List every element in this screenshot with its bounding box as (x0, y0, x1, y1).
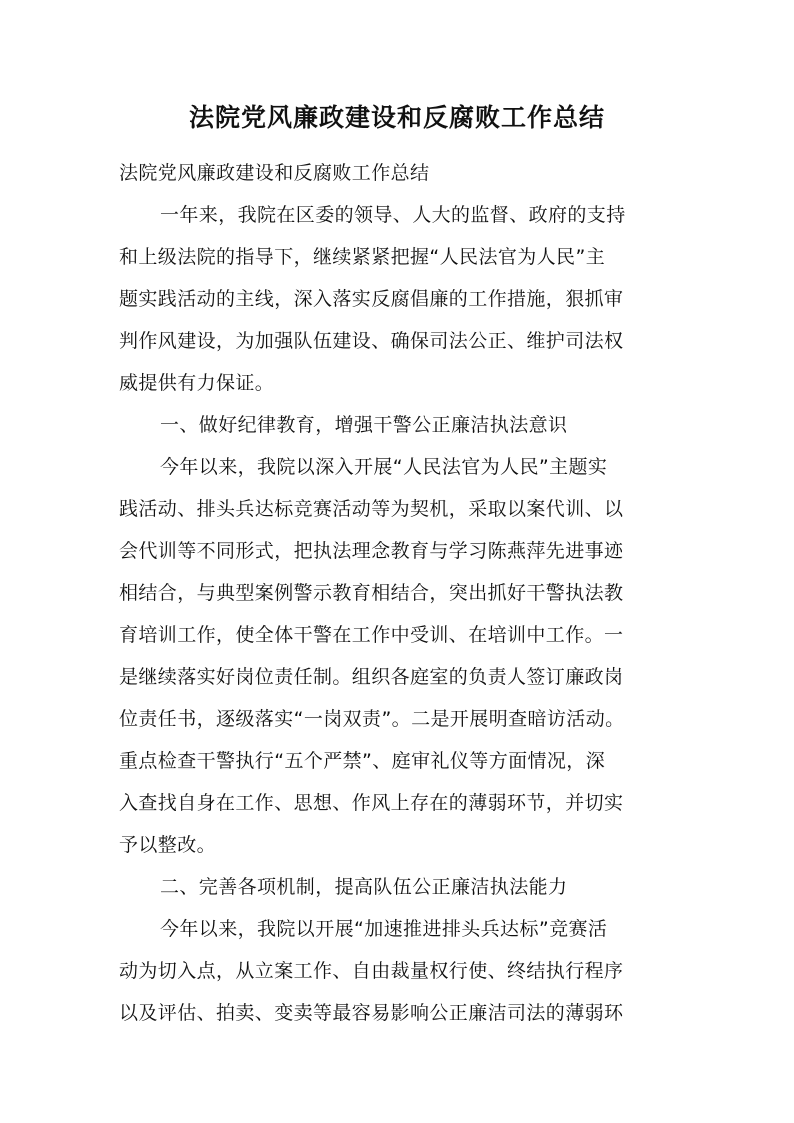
paragraph-line: 题实践活动的主线，深入落实反腐倡廉的工作措施，狠抓审 (119, 288, 624, 310)
paragraph-line: 一年来，我院在区委的领导、人大的监督、政府的支持 (160, 204, 626, 226)
document-body (119, 152, 689, 1034)
paragraph-line: 入查找自身在工作、思想、作风上存在的薄弱环节，并切实 (119, 792, 624, 814)
paragraph-line: 予以整改。 (119, 834, 217, 856)
paragraph-line: 以及评估、拍卖、变卖等最容易影响公正廉洁司法的薄弱环 (119, 1002, 624, 1024)
paragraph-line: 位责任书，逐级落实“一岗双责”。二是开展明查暗访活动。 (119, 708, 625, 730)
paragraph-line: 判作风建设，为加强队伍建设、确保司法公正、维护司法权 (119, 330, 624, 352)
paragraph-line: 和上级法院的指导下，继续紧紧把握“人民法官为人民”主 (119, 246, 606, 268)
paragraph-line: 会代训等不同形式，把执法理念教育与学习陈燕萍先进事迹 (119, 540, 624, 562)
paragraph-line: 是继续落实好岗位责任制。组织各庭室的负责人签订廉政岗 (119, 666, 624, 688)
paragraph-line: 践活动、排头兵达标竞赛活动等为契机，采取以案代训、以 (119, 498, 624, 520)
section-heading: 一、做好纪律教育，增强干警公正廉洁执法意识 (160, 414, 568, 436)
subtitle-line: 法院党风廉政建设和反腐败工作总结 (119, 162, 430, 184)
section-heading: 二、完善各项机制，提高队伍公正廉洁执法能力 (160, 876, 568, 898)
paragraph-line: 威提供有力保证。 (119, 372, 275, 394)
paragraph-line: 相结合，与典型案例警示教育相结合，突出抓好干警执法教 (119, 582, 624, 604)
paragraph-line: 今年以来，我院以深入开展“人民法官为人民”主题实 (160, 456, 608, 478)
paragraph-line: 今年以来，我院以开展“加速推进排头兵达标”竞赛活 (160, 918, 608, 940)
paragraph-line: 育培训工作，使全体干警在工作中受训、在培训中工作。一 (119, 624, 624, 646)
paragraph-line: 动为切入点，从立案工作、自由裁量权行使、终结执行程序 (119, 960, 624, 982)
document-title: 法院党风廉政建设和反腐败工作总结 (188, 103, 605, 132)
paragraph-line: 重点检查干警执行“五个严禁”、庭审礼仪等方面情况，深 (119, 750, 606, 772)
